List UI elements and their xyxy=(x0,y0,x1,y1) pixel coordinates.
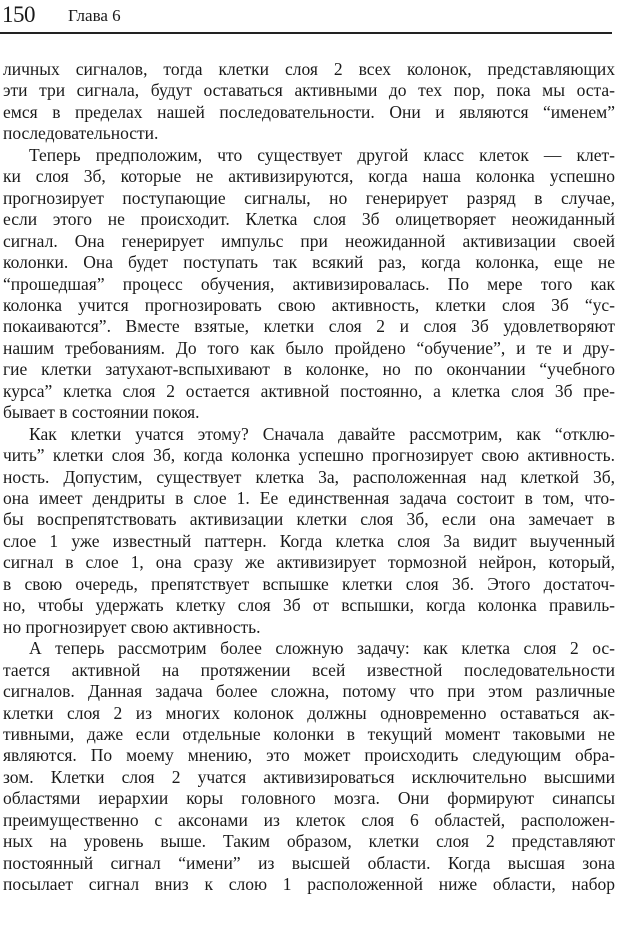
text-line: бы воспрепятствовать активизации клетки слоя 3б, если она замечает в xyxy=(3,509,615,530)
text-line: являются. По моему мнению, это может происходить следующим обра- xyxy=(3,745,615,766)
text-line: ки слоя 3б, которые не активизируются, когда наша колонка успешно xyxy=(3,166,615,187)
chapter-title: Глава 6 xyxy=(68,6,121,25)
text-line: тается активной на протяжении всей известной последовательности xyxy=(3,659,615,680)
text-line: ность. Допустим, существует клетка 3а, расположенная над клеткой 3б, xyxy=(3,466,615,487)
text-line: постоянный сигнал “имени” из высшей области. Когда высшая зона xyxy=(3,852,615,873)
text-line: нашим требованиям. До того как было пройдено “обучение”, и те и дру- xyxy=(3,337,615,358)
text-line: сигнал. Она генерирует импульс при неожиданной активизации своей xyxy=(3,230,615,251)
text-line: преимущественно с аксонами из клеток слоя 6 областей, расположен- xyxy=(3,809,615,830)
text-line: гие клетки затухают-вспыхивают в колонке, но по окончании “учебного xyxy=(3,359,615,380)
page-header xyxy=(0,0,620,40)
text-line: ных на уровень выше. Таким образом, клетки слоя 2 представляют xyxy=(3,831,615,852)
text-line: зом. Клетки слоя 2 учатся активизироваться исключительно высшими xyxy=(3,766,615,787)
text-line: колонки. Она будет поступать так всякий раз, когда колонка, еще не xyxy=(3,252,615,273)
text-line: сигнал в слое 1, она сразу же активизирует тормозной нейрон, который, xyxy=(3,552,615,573)
text-line: слое 1 уже известный паттерн. Когда клетка слоя 3а видит выученный xyxy=(3,530,615,551)
text-line: Теперь предположим, что существует другой класс клеток — клет- xyxy=(29,144,615,165)
text-line: если этого не происходит. Клетка слоя 3б олицетворяет неожиданный xyxy=(3,209,615,230)
text-line: областями иерархии коры головного мозга. Они формируют синапсы xyxy=(3,788,615,809)
text-line: но прогнозирует свою активность. xyxy=(3,616,261,637)
text-line: А теперь рассмотрим более сложную задачу: как клетка слоя 2 ос- xyxy=(29,638,615,659)
text-line: но, чтобы удержать клетку слоя 3б от вспышки, когда колонка правиль- xyxy=(3,595,615,616)
text-line: тивными, даже если отдельные колонки в текущий момент таковыми не xyxy=(3,723,615,744)
text-line: покаиваются”. Вместе взятые, клетки слоя 2 и слоя 3б удовлетворяют xyxy=(3,316,615,337)
text-line: курса” клетка слоя 2 остается активной постоянно, а клетка слоя 3б пре- xyxy=(3,380,615,401)
text-line: Как клетки учатся этому? Сначала давайте рассмотрим, как “отклю- xyxy=(29,423,615,444)
text-line: чить” клетки слоя 3б, когда колонка успешно прогнозирует свою активность. xyxy=(3,445,615,466)
text-line: бывает в состоянии покоя. xyxy=(3,402,200,423)
text-line: клетки слоя 2 из многих колонок должны одновременно оставаться ак- xyxy=(3,702,615,723)
text-line: в свою очередь, препятствует вспышке клетки слоя 3б. Этого достаточ- xyxy=(3,573,615,594)
header-rule xyxy=(0,32,612,34)
text-line: эти три сигнала, будут оставаться активными до тех пор, пока мы оста- xyxy=(3,80,615,101)
text-line: прогнозирует поступающие сигналы, но генерирует разряд в случае, xyxy=(3,187,615,208)
text-line: “прошедшая” процесс обучения, активизировалась. По мере того как xyxy=(3,273,615,294)
text-line: она имеет дендриты в слое 1. Ее единственная задача состоит в том, что- xyxy=(3,488,615,508)
text-line: личных сигналов, тогда клетки слоя 2 всех колонок, представляющих xyxy=(3,59,615,79)
text-line: сигналов. Данная задача более сложна, потому что при этом различные xyxy=(3,681,615,702)
text-line: последовательности. xyxy=(3,123,159,144)
text-line: емся в пределах нашей последовательности. Они и являются “именем” xyxy=(3,101,615,122)
page-number: 150 xyxy=(2,2,35,27)
text-line: посылает сигнал вниз к слою 1 расположенной ниже области, набор xyxy=(3,874,615,895)
text-line: колонка учится прогнозировать свою активность, клетки слоя 3б “ус- xyxy=(3,294,615,315)
